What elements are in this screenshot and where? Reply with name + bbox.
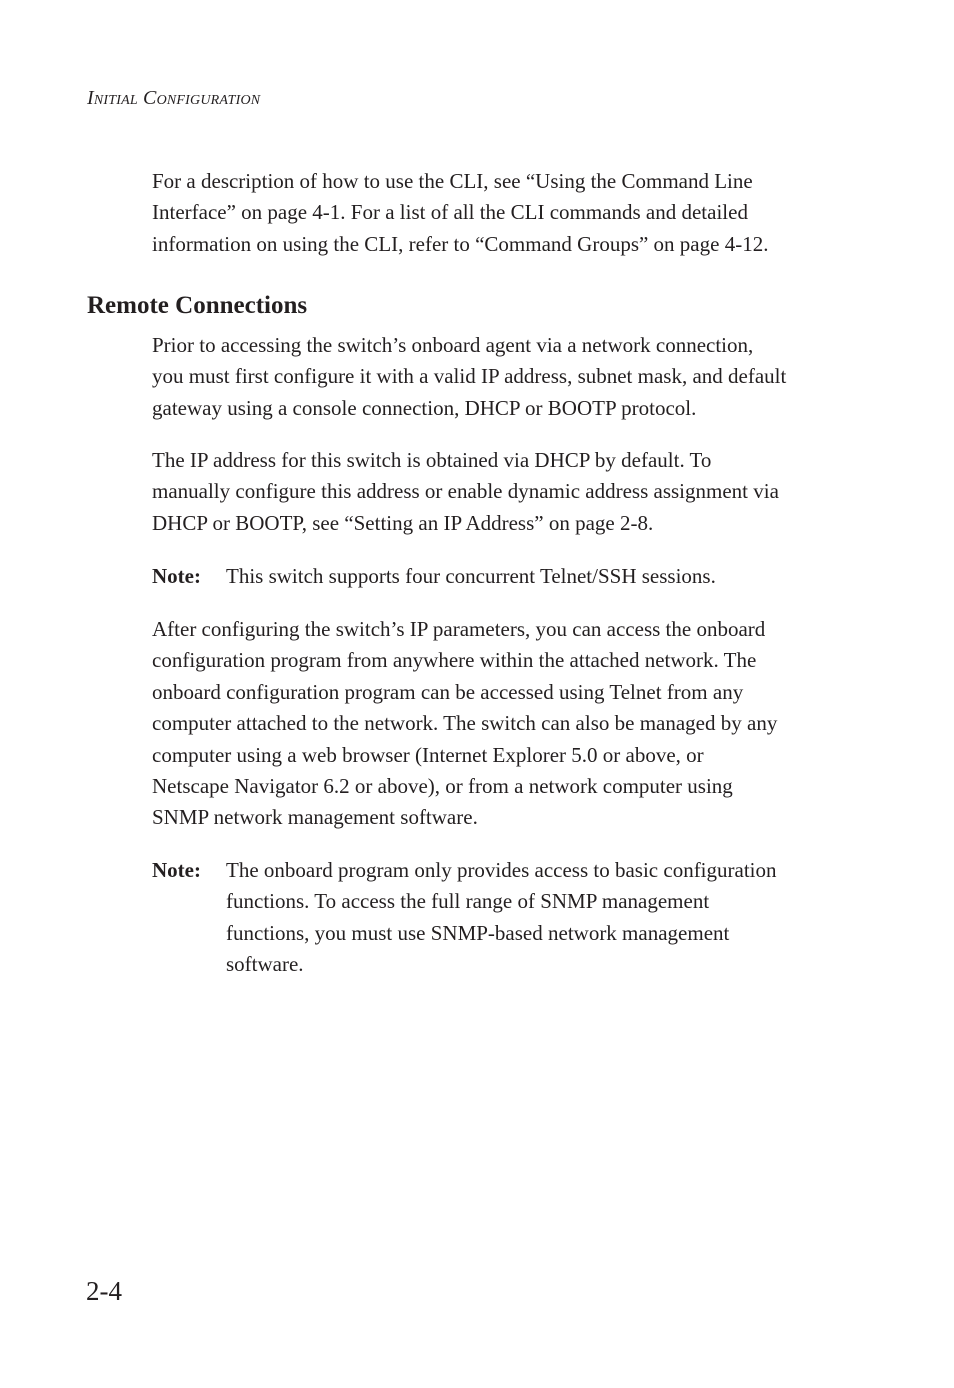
body-paragraph	[152, 330, 862, 424]
section-heading: Remote Connections	[87, 292, 308, 319]
note-line: software.	[226, 952, 304, 977]
paragraph-line: For a description of how to use the CLI, see “Using the Command Line	[152, 169, 753, 193]
paragraph-line: onboard configuration program can be accessed using Telnet from any	[152, 679, 744, 704]
paragraph-line: Interface” on page 4-1. For a list of all the CLI commands and detailed	[152, 200, 748, 225]
paragraph-line: DHCP or BOOTP, see “Setting an IP Address” on page 2-8.	[152, 510, 654, 535]
note-block	[152, 561, 862, 593]
note-label: Note:	[152, 564, 201, 588]
paragraph-line: gateway using a console connection, DHCP or BOOTP protocol.	[152, 395, 697, 420]
running-header: Initial Configuration	[87, 87, 261, 109]
body-paragraph	[152, 445, 862, 539]
note-line: functions, you must use SNMP-based network management	[226, 920, 730, 945]
page-number: 2-4	[86, 1276, 122, 1306]
paragraph-line: SNMP network management software.	[152, 805, 478, 830]
paragraph-line: The IP address for this switch is obtained via DHCP by default. To	[152, 448, 712, 472]
note-block	[152, 855, 862, 983]
paragraph-line: After configuring the switch’s IP parameters, you can access the onboard	[152, 617, 766, 641]
paragraph-line: information on using the CLI, refer to “Command Groups” on page 4-12.	[152, 231, 769, 256]
paragraph-line: Prior to accessing the switch’s onboard agent via a network connection,	[152, 333, 754, 357]
body-paragraph	[152, 614, 862, 834]
note-line: The onboard program only provides access to basic configuration	[226, 858, 777, 882]
paragraph-line: computer attached to the network. The switch can also be managed by any	[152, 711, 778, 736]
intro-paragraph	[152, 166, 862, 260]
note-label: Note:	[152, 858, 201, 882]
note-body	[226, 855, 866, 981]
paragraph-line: you must first configure it with a valid IP address, subnet mask, and default	[152, 364, 787, 389]
paragraph-line: configuration program from anywhere within the attached network. The	[152, 648, 757, 673]
note-line: This switch supports four concurrent Telnet/SSH sessions.	[226, 564, 716, 588]
paragraph-line: computer using a web browser (Internet Explorer 5.0 or above, or	[152, 742, 704, 767]
note-line: functions. To access the full range of SNMP management	[226, 889, 710, 914]
paragraph-line: manually configure this address or enable dynamic address assignment via	[152, 479, 779, 504]
paragraph-line: Netscape Navigator 6.2 or above), or from a network computer using	[152, 774, 733, 799]
note-body	[226, 561, 866, 592]
